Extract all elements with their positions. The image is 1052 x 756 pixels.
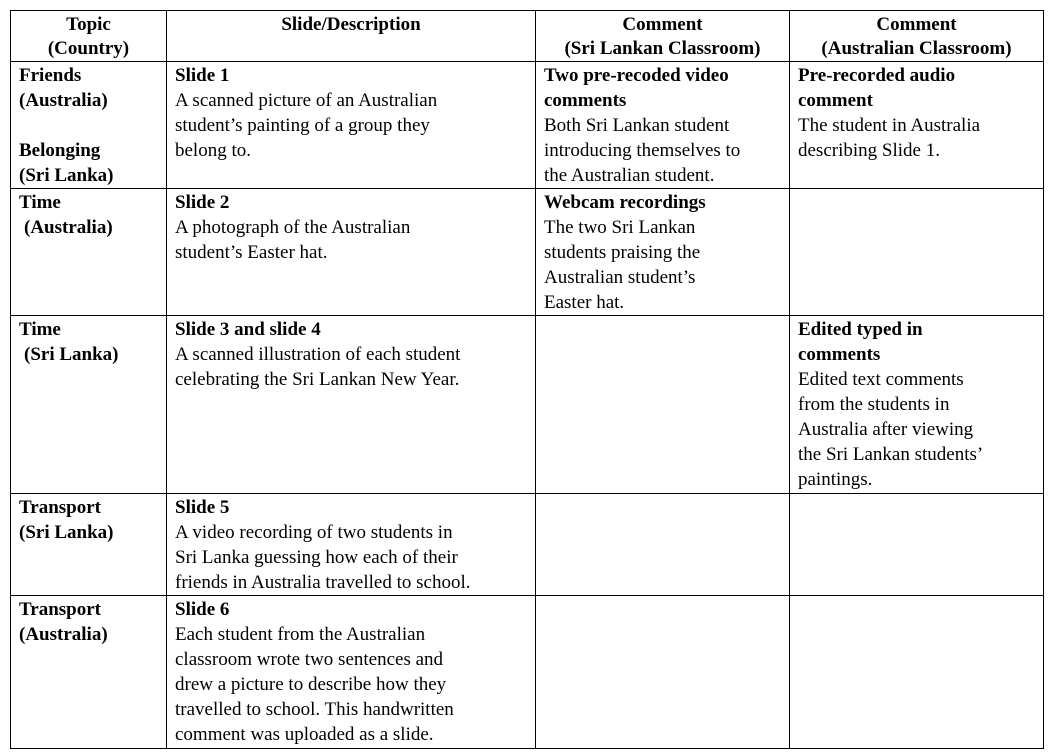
description-line: Sri Lanka guessing how each of their (175, 547, 458, 568)
spacer (19, 113, 158, 138)
comment-title: comments (544, 90, 627, 111)
description-line: classroom wrote two sentences and (175, 649, 444, 670)
topic-country: (Australia) (19, 624, 108, 645)
sri-lankan-comment-cell (536, 62, 790, 189)
slide-title: Slide 1 (175, 65, 230, 86)
header-line: Comment (622, 14, 703, 35)
header-line: (Australian Classroom) (821, 38, 1012, 59)
topic-name: Time (19, 319, 61, 340)
slide-description-cell (167, 189, 536, 316)
description-line: comment was uploaded as a slide. (175, 724, 434, 745)
comment-title: Two pre-recoded video (544, 65, 729, 86)
comment-line: Australian student’s (544, 267, 696, 288)
topic-cell (11, 62, 167, 189)
comment-title: comment (798, 90, 873, 111)
description-line: belong to. (175, 140, 251, 161)
australian-comment-cell (790, 316, 1044, 494)
topic-country: (Sri Lanka) (19, 522, 114, 543)
table-row (11, 596, 1044, 749)
description-line: A scanned picture of an Australian (175, 90, 438, 111)
description-line: travelled to school. This handwritten (175, 699, 454, 720)
slide-description-cell (167, 596, 536, 749)
table-row (11, 316, 1044, 494)
topic-name: Transport (19, 599, 101, 620)
comment-line: the Sri Lankan students’ (798, 444, 984, 465)
topic-name: Transport (19, 497, 101, 518)
australian-comment-cell (790, 62, 1044, 189)
table-header-row (11, 11, 1044, 62)
comment-line: The two Sri Lankan (544, 217, 696, 238)
sri-lankan-comment-cell (536, 494, 790, 596)
header-line: (Sri Lankan Classroom) (564, 38, 761, 59)
comment-title: Edited typed in (798, 319, 923, 340)
table-row (11, 494, 1044, 596)
description-line: A photograph of the Australian (175, 217, 411, 238)
comment-line: Australia after viewing (798, 419, 974, 440)
comment-line: The student in Australia (798, 115, 981, 136)
table-row (11, 62, 1044, 189)
australian-comment-cell (790, 494, 1044, 596)
australian-comment-cell (790, 596, 1044, 749)
slide-description-cell (167, 494, 536, 596)
comment-line: introducing themselves to (544, 140, 741, 161)
description-line: A scanned illustration of each student (175, 344, 461, 365)
topic-name: Belonging (19, 140, 101, 161)
topic-cell (11, 494, 167, 596)
topic-country: (Sri Lanka) (24, 344, 119, 365)
topic-country: (Sri Lanka) (19, 165, 114, 186)
slide-description-cell (167, 316, 536, 494)
topic-cell (11, 316, 167, 494)
comment-line: Both Sri Lankan student (544, 115, 730, 136)
topic-name: Time (19, 192, 61, 213)
comment-title: Pre-recorded audio (798, 65, 956, 86)
comment-line: Easter hat. (544, 292, 625, 313)
description-line: drew a picture to describe how they (175, 674, 447, 695)
comment-line: the Australian student. (544, 165, 715, 186)
description-line: friends in Australia travelled to school. (175, 572, 471, 593)
comments-table (10, 10, 1044, 749)
comment-title: comments (798, 344, 881, 365)
header-line: Slide/Description (281, 14, 421, 35)
comment-line: from the students in (798, 394, 950, 415)
header-comment-australian (790, 11, 1044, 62)
comment-line: paintings. (798, 469, 873, 490)
sri-lankan-comment-cell (536, 189, 790, 316)
slide-title: Slide 3 and slide 4 (175, 319, 321, 340)
topic-country: (Australia) (19, 90, 108, 111)
description-line: celebrating the Sri Lankan New Year. (175, 369, 460, 390)
comment-line: students praising the (544, 242, 701, 263)
table-row (11, 189, 1044, 316)
header-topic (11, 11, 167, 62)
description-line: student’s painting of a group they (175, 115, 430, 136)
slide-title: Slide 6 (175, 599, 230, 620)
description-line: Each student from the Australian (175, 624, 426, 645)
slide-title: Slide 2 (175, 192, 230, 213)
topic-name: Friends (19, 65, 82, 86)
header-comment-sri-lankan (536, 11, 790, 62)
header-slide-description (167, 11, 536, 62)
topic-cell (11, 596, 167, 749)
topic-cell (11, 189, 167, 316)
header-line: Comment (876, 14, 957, 35)
sri-lankan-comment-cell (536, 596, 790, 749)
description-line: student’s Easter hat. (175, 242, 328, 263)
comment-title: Webcam recordings (544, 192, 706, 213)
australian-comment-cell (790, 189, 1044, 316)
comment-line: Edited text comments (798, 369, 964, 390)
header-line: Topic (66, 14, 111, 35)
header-line: (Country) (47, 38, 130, 59)
description-line: A video recording of two students in (175, 522, 453, 543)
comment-line: describing Slide 1. (798, 140, 940, 161)
slide-title: Slide 5 (175, 497, 230, 518)
slide-description-cell (167, 62, 536, 189)
sri-lankan-comment-cell (536, 316, 790, 494)
topic-country: (Australia) (24, 217, 113, 238)
